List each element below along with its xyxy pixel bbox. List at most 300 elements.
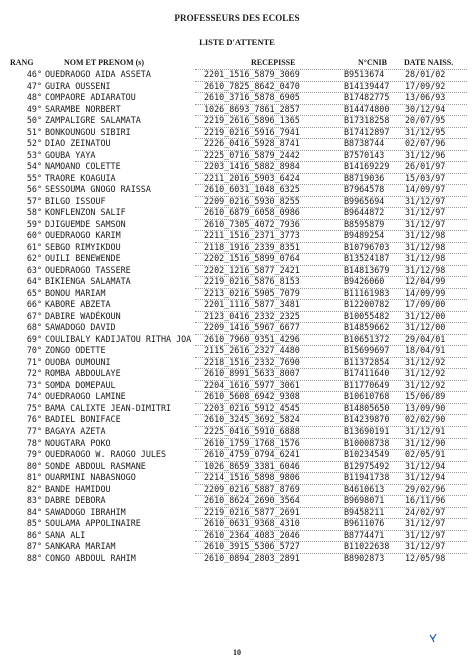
row-separator xyxy=(195,253,467,254)
name-cell: SESSOUMA GNOGO RAISSA xyxy=(45,184,151,195)
row-separator xyxy=(195,161,467,162)
rank-cell: 47° xyxy=(26,80,42,91)
name-cell: BILGO ISSOUF xyxy=(45,195,106,206)
name-cell: COMPAORE ADIARATOU xyxy=(45,92,136,103)
table-row xyxy=(0,334,474,346)
table-row xyxy=(0,81,474,93)
birth-date-cell: 31/12/94 xyxy=(405,460,446,471)
rank-cell: 87° xyxy=(26,541,42,552)
table-row xyxy=(0,553,474,565)
receipt-cell: 2225_0716_5879_2442 xyxy=(204,149,300,160)
name-cell: BONOU MARIAM xyxy=(45,287,106,298)
cnib-cell: B9458211 xyxy=(344,506,385,517)
row-separator xyxy=(195,69,467,70)
birth-date-cell: 31/12/98 xyxy=(405,241,446,252)
rank-cell: 58° xyxy=(26,207,42,218)
birth-date-cell: 26/01/97 xyxy=(405,161,446,172)
table-row xyxy=(0,138,474,150)
table-row xyxy=(0,299,474,311)
receipt-cell: 2204_1616_5977_3061 xyxy=(204,379,300,390)
birth-date-cell: 15/03/97 xyxy=(405,172,446,183)
receipt-cell: 2610_8624_2690_3564 xyxy=(204,495,300,506)
birth-date-cell: 12/04/99 xyxy=(405,276,446,287)
birth-date-cell: 17/09/92 xyxy=(405,80,446,91)
rank-cell: 86° xyxy=(26,529,42,540)
birth-date-cell: 13/09/90 xyxy=(405,402,446,413)
receipt-cell: 2201_1516_5879_3069 xyxy=(204,69,300,79)
birth-date-cell: 31/12/97 xyxy=(405,195,446,206)
table-row xyxy=(0,518,474,530)
receipt-cell: 2211_1516_2371_3773 xyxy=(204,230,300,241)
receipt-cell: 2213_0216_5905_7079 xyxy=(204,287,300,298)
rank-cell: 51° xyxy=(26,126,42,137)
cnib-cell: B9513674 xyxy=(344,69,385,79)
cnib-cell: B10651372 xyxy=(344,333,390,344)
birth-date-cell: 15/06/89 xyxy=(405,391,446,402)
name-cell: COULIBALY KADIJATOU RITHA JOA xyxy=(45,333,192,344)
name-cell: SANA ALI xyxy=(45,529,86,540)
rank-cell: 56° xyxy=(26,184,42,195)
rank-cell: 85° xyxy=(26,518,42,529)
table-row xyxy=(0,127,474,139)
table-row xyxy=(0,322,474,334)
receipt-cell: 2610_7305_4072_7936 xyxy=(204,218,300,229)
birth-date-cell: 31/12/97 xyxy=(405,518,446,529)
cnib-cell: B11161983 xyxy=(344,287,390,298)
row-separator xyxy=(195,334,467,335)
rank-cell: 50° xyxy=(26,115,42,126)
receipt-cell: 2610_0631_9368_4310 xyxy=(204,518,300,529)
name-cell: OUEDRAOGO TASSERE xyxy=(45,264,131,275)
cnib-cell: B13690191 xyxy=(344,425,390,436)
birth-date-cell: 29/04/01 xyxy=(405,333,446,344)
birth-date-cell: 31/12/98 xyxy=(405,264,446,275)
rank-cell: 57° xyxy=(26,195,42,206)
name-cell: DIAO ZEINATOU xyxy=(45,138,111,149)
receipt-cell: 2218_1516_2332_7690 xyxy=(204,356,300,367)
page-number: 10 xyxy=(233,648,241,657)
row-separator xyxy=(195,92,467,93)
name-cell: SOMDA DOMEPAUL xyxy=(45,379,116,390)
receipt-cell: 1026_8693_7861_2857 xyxy=(204,103,300,114)
row-separator xyxy=(195,138,467,139)
birth-date-cell: 31/12/91 xyxy=(405,425,446,436)
receipt-cell: 2209_0216_5930_8255 xyxy=(204,195,300,206)
cnib-cell: B9489254 xyxy=(344,230,385,241)
cnib-cell: B10008738 xyxy=(344,437,390,448)
rank-cell: 60° xyxy=(26,230,42,241)
cnib-cell: B10796703 xyxy=(344,241,390,252)
row-separator xyxy=(195,495,467,496)
receipt-cell: 2219_0216_5877_2691 xyxy=(204,506,300,517)
row-separator xyxy=(195,380,467,381)
receipt-cell: 2610_3915_5306_5727 xyxy=(204,541,300,552)
table-row xyxy=(0,104,474,116)
cnib-cell: B7964578 xyxy=(344,184,385,195)
row-separator xyxy=(195,357,467,358)
name-cell: DABRE DEBORA xyxy=(45,495,106,506)
birth-date-cell: 31/12/00 xyxy=(405,310,446,321)
cnib-cell: B10055482 xyxy=(344,310,390,321)
name-cell: ROMBA ABDOULAYE xyxy=(45,368,121,379)
row-separator xyxy=(195,530,467,531)
table-row xyxy=(0,380,474,392)
row-separator xyxy=(195,104,467,105)
name-cell: OUEDRAOGO LAMINE xyxy=(45,391,126,402)
row-separator xyxy=(195,184,467,185)
name-cell: KONFLENZON SALIF xyxy=(45,207,126,218)
birth-date-cell: 18/04/91 xyxy=(405,345,446,356)
birth-date-cell: 12/05/98 xyxy=(405,552,446,563)
cnib-cell: B17411640 xyxy=(344,368,390,379)
rank-cell: 49° xyxy=(26,103,42,114)
birth-date-cell: 31/12/95 xyxy=(405,126,446,137)
birth-date-cell: 31/12/97 xyxy=(405,218,446,229)
row-separator xyxy=(195,484,467,485)
receipt-cell: 2610_6031_1048_6325 xyxy=(204,184,300,195)
table-row xyxy=(0,461,474,473)
cnib-cell: B14859662 xyxy=(344,322,390,333)
cnib-cell: B9965694 xyxy=(344,195,385,206)
name-cell: GOUBA YAYA xyxy=(45,149,96,160)
table-row xyxy=(0,276,474,288)
receipt-cell: 2203_0216_5912_4545 xyxy=(204,402,300,413)
table-row xyxy=(0,92,474,104)
receipt-cell: 2202_1516_5899_0764 xyxy=(204,253,300,264)
row-separator xyxy=(195,426,467,427)
name-cell: ZONGO ODETTE xyxy=(45,345,106,356)
receipt-cell: 2214_1516_5898_9806 xyxy=(204,472,300,483)
name-cell: NOUGTARA POKO xyxy=(45,437,111,448)
receipt-cell: 2118_1916_2339_8351 xyxy=(204,241,300,252)
row-separator xyxy=(195,207,467,208)
birth-date-cell: 20/07/95 xyxy=(405,115,446,126)
column-header-receipt: RECEPISSE xyxy=(251,58,296,67)
table-row xyxy=(0,69,474,81)
rank-cell: 82° xyxy=(26,483,42,494)
table-row xyxy=(0,219,474,231)
table-row xyxy=(0,115,474,127)
table-row xyxy=(0,150,474,162)
rank-cell: 74° xyxy=(26,391,42,402)
document-title: PROFESSEURS DES ECOLES xyxy=(174,13,300,23)
birth-date-cell: 31/12/94 xyxy=(405,472,446,483)
name-cell: BAMA CALIXTE JEAN-DIMITRI xyxy=(45,402,172,413)
receipt-cell: 2610_8991_5633_8007 xyxy=(204,368,300,379)
row-separator xyxy=(195,288,467,289)
name-cell: KABORE ABZETA xyxy=(45,299,111,310)
table-row xyxy=(0,311,474,323)
row-separator xyxy=(195,391,467,392)
cnib-cell: B14805650 xyxy=(344,402,390,413)
rank-cell: 83° xyxy=(26,495,42,506)
receipt-cell: 2610_2364_4083_2046 xyxy=(204,529,300,540)
receipt-cell: 2201_1116_5877_3481 xyxy=(204,299,300,310)
birth-date-cell: 02/02/90 xyxy=(405,414,446,425)
row-separator xyxy=(195,265,467,266)
birth-date-cell: 14/09/99 xyxy=(405,287,446,298)
row-separator xyxy=(195,414,467,415)
waiting-list-table xyxy=(0,69,474,564)
row-separator xyxy=(195,472,467,473)
rank-cell: 76° xyxy=(26,414,42,425)
cnib-cell: B14239870 xyxy=(344,414,390,425)
handwritten-tick-mark xyxy=(428,633,438,643)
table-row xyxy=(0,391,474,403)
receipt-cell: 2610_1759_1768_1576 xyxy=(204,437,300,448)
receipt-cell: 2226_0416_5928_8741 xyxy=(204,138,300,149)
rank-cell: 65° xyxy=(26,287,42,298)
name-cell: OUILI BENEWENDE xyxy=(45,253,121,264)
table-row xyxy=(0,541,474,553)
row-separator xyxy=(195,518,467,519)
name-cell: OUARMINI NABASNOGO xyxy=(45,472,136,483)
name-cell: TRAORE KOAGUIA xyxy=(45,172,116,183)
name-cell: SOULAMA APPOLINAIRE xyxy=(45,518,141,529)
row-separator xyxy=(195,276,467,277)
table-row xyxy=(0,196,474,208)
rank-cell: 55° xyxy=(26,172,42,183)
receipt-cell: 2610_3716_5878_6905 xyxy=(204,92,300,103)
row-separator xyxy=(195,461,467,462)
rank-cell: 88° xyxy=(26,552,42,563)
table-row xyxy=(0,530,474,542)
table-row xyxy=(0,253,474,265)
column-header-rank: RANG xyxy=(10,58,34,67)
birth-date-cell: 31/12/00 xyxy=(405,322,446,333)
table-row xyxy=(0,368,474,380)
row-separator xyxy=(195,541,467,542)
birth-date-cell: 29/02/96 xyxy=(405,483,446,494)
cnib-cell: B4610613 xyxy=(344,483,385,494)
receipt-cell: 2219_0216_5876_8153 xyxy=(204,276,300,287)
birth-date-cell: 31/12/98 xyxy=(405,230,446,241)
rank-cell: 63° xyxy=(26,264,42,275)
name-cell: BONKOUNGOU SIBIRI xyxy=(45,126,131,137)
name-cell: SEBGO RIMYIKDOU xyxy=(45,241,121,252)
rank-cell: 59° xyxy=(26,218,42,229)
table-row xyxy=(0,426,474,438)
name-cell: BANDE HAMIDOU xyxy=(45,483,111,494)
cnib-cell: B12975492 xyxy=(344,460,390,471)
table-row xyxy=(0,472,474,484)
cnib-cell: B14813679 xyxy=(344,264,390,275)
birth-date-cell: 24/02/97 xyxy=(405,506,446,517)
birth-date-cell: 31/12/97 xyxy=(405,207,446,218)
table-row xyxy=(0,495,474,507)
cnib-cell: B7570143 xyxy=(344,149,385,160)
rank-cell: 80° xyxy=(26,460,42,471)
cnib-cell: B11941738 xyxy=(344,472,390,483)
cnib-cell: B17482775 xyxy=(344,92,390,103)
receipt-cell: 2211_2016_5903_6424 xyxy=(204,172,300,183)
column-header-birth-date: DATE NAISS. xyxy=(404,58,454,67)
birth-date-cell: 14/09/97 xyxy=(405,184,446,195)
birth-date-cell: 31/12/97 xyxy=(405,541,446,552)
cnib-cell: B8595879 xyxy=(344,218,385,229)
list-subtitle: LISTE D'ATTENTE xyxy=(199,37,275,47)
cnib-cell: B8902873 xyxy=(344,552,385,563)
row-separator xyxy=(195,553,467,554)
name-cell: SAWADOGO DAVID xyxy=(45,322,116,333)
rank-cell: 72° xyxy=(26,368,42,379)
cnib-cell: B10234549 xyxy=(344,449,390,460)
cnib-cell: B13524187 xyxy=(344,253,390,264)
name-cell: CONGO ABDOUL RAHIM xyxy=(45,552,136,563)
row-separator xyxy=(195,115,467,116)
rank-cell: 75° xyxy=(26,402,42,413)
rank-cell: 71° xyxy=(26,356,42,367)
rank-cell: 54° xyxy=(26,161,42,172)
receipt-cell: 2225_0416_5910_6888 xyxy=(204,425,300,436)
row-separator xyxy=(195,345,467,346)
table-row xyxy=(0,207,474,219)
cnib-cell: B15699697 xyxy=(344,345,390,356)
receipt-cell: 2209_1416_5967_6677 xyxy=(204,322,300,333)
name-cell: DABIRE WADÉKOUN xyxy=(45,310,121,321)
birth-date-cell: 31/12/92 xyxy=(405,368,446,379)
table-row xyxy=(0,288,474,300)
receipt-cell: 2610_4759_0794_6241 xyxy=(204,449,300,460)
receipt-cell: 2219_0216_5916_7941 xyxy=(204,126,300,137)
cnib-cell: B8719036 xyxy=(344,172,385,183)
table-row xyxy=(0,242,474,254)
name-cell: BAGAYA AZETA xyxy=(45,425,106,436)
rank-cell: 79° xyxy=(26,449,42,460)
rank-cell: 73° xyxy=(26,379,42,390)
row-separator xyxy=(195,219,467,220)
column-header-name: NOM ET PRENOM (s) xyxy=(64,58,145,67)
rank-cell: 70° xyxy=(26,345,42,356)
name-cell: BIKIENGA SALAMATA xyxy=(45,276,131,287)
birth-date-cell: 17/09/00 xyxy=(405,299,446,310)
cnib-cell: B12200782 xyxy=(344,299,390,310)
receipt-cell: 2610_0894_2803_2891 xyxy=(204,552,300,563)
row-separator xyxy=(195,368,467,369)
receipt-cell: 2610_7960_9351_4296 xyxy=(204,333,300,344)
rank-cell: 77° xyxy=(26,425,42,436)
table-row xyxy=(0,507,474,519)
birth-date-cell: 16/11/96 xyxy=(405,495,446,506)
row-separator xyxy=(195,196,467,197)
birth-date-cell: 02/05/91 xyxy=(405,449,446,460)
birth-date-cell: 13/06/93 xyxy=(405,92,446,103)
cnib-cell: B11770649 xyxy=(344,379,390,390)
rank-cell: 64° xyxy=(26,276,42,287)
birth-date-cell: 28/01/02 xyxy=(405,69,446,79)
receipt-cell: 2219_2616_5896_1365 xyxy=(204,115,300,126)
receipt-cell: 2610_7825_8642_0470 xyxy=(204,80,300,91)
row-separator xyxy=(195,449,467,450)
rank-cell: 46° xyxy=(26,69,42,79)
rank-cell: 48° xyxy=(26,92,42,103)
rank-cell: 68° xyxy=(26,322,42,333)
table-row xyxy=(0,414,474,426)
row-separator xyxy=(195,150,467,151)
row-separator xyxy=(195,299,467,300)
name-cell: OUOBA OUMOUNI xyxy=(45,356,111,367)
table-row xyxy=(0,184,474,196)
receipt-cell: 2203_1416_5882_8984 xyxy=(204,161,300,172)
column-header-cnib: N°CNIB xyxy=(358,58,387,67)
table-row xyxy=(0,357,474,369)
table-row xyxy=(0,230,474,242)
cnib-cell: B14474800 xyxy=(344,103,390,114)
row-separator xyxy=(195,507,467,508)
rank-cell: 69° xyxy=(26,333,42,344)
birth-date-cell: 02/07/96 xyxy=(405,138,446,149)
cnib-cell: B17412897 xyxy=(344,126,390,137)
cnib-cell: B14139447 xyxy=(344,80,390,91)
cnib-cell: B9426060 xyxy=(344,276,385,287)
rank-cell: 78° xyxy=(26,437,42,448)
cnib-cell: B8774471 xyxy=(344,529,385,540)
cnib-cell: B8738744 xyxy=(344,138,385,149)
row-separator xyxy=(195,311,467,312)
birth-date-cell: 31/12/90 xyxy=(405,437,446,448)
name-cell: ZAMPALIGRE SALAMATA xyxy=(45,115,141,126)
row-separator xyxy=(195,403,467,404)
name-cell: DJIGUEMDE SAMSON xyxy=(45,218,126,229)
birth-date-cell: 31/12/97 xyxy=(405,529,446,540)
table-row xyxy=(0,345,474,357)
rank-cell: 67° xyxy=(26,310,42,321)
name-cell: OUEDRAOGO AIDA ASSETA xyxy=(45,69,151,79)
cnib-cell: B10610768 xyxy=(344,391,390,402)
row-separator xyxy=(195,81,467,82)
receipt-cell: 2123_0416_2332_2325 xyxy=(204,310,300,321)
receipt-cell: 2610_6879_6058_0986 xyxy=(204,207,300,218)
rank-cell: 84° xyxy=(26,506,42,517)
name-cell: SAWADOGO IBRAHIM xyxy=(45,506,126,517)
birth-date-cell: 31/12/96 xyxy=(405,149,446,160)
rank-cell: 61° xyxy=(26,241,42,252)
birth-date-cell: 31/12/98 xyxy=(405,253,446,264)
rank-cell: 52° xyxy=(26,138,42,149)
row-separator xyxy=(195,127,467,128)
cnib-cell: B14169229 xyxy=(344,161,390,172)
row-separator xyxy=(195,230,467,231)
receipt-cell: 2202_1216_5877_2421 xyxy=(204,264,300,275)
cnib-cell: B9611076 xyxy=(344,518,385,529)
table-row xyxy=(0,265,474,277)
receipt-cell: 2115_2616_2327_4480 xyxy=(204,345,300,356)
name-cell: GUIRA OUSSENI xyxy=(45,80,111,91)
name-cell: SANKARA MARIAM xyxy=(45,541,116,552)
rank-cell: 53° xyxy=(26,149,42,160)
table-row xyxy=(0,161,474,173)
cnib-cell: B9698071 xyxy=(344,495,385,506)
name-cell: BADIEL BONIFACE xyxy=(45,414,121,425)
rank-cell: 81° xyxy=(26,472,42,483)
name-cell: NAMOANO COLETTE xyxy=(45,161,121,172)
table-row xyxy=(0,173,474,185)
table-row xyxy=(0,403,474,415)
birth-date-cell: 30/12/94 xyxy=(405,103,446,114)
cnib-cell: B11372854 xyxy=(344,356,390,367)
table-row xyxy=(0,438,474,450)
birth-date-cell: 31/12/92 xyxy=(405,356,446,367)
table-row xyxy=(0,449,474,461)
row-separator xyxy=(195,438,467,439)
receipt-cell: 2610_5608_6942_9308 xyxy=(204,391,300,402)
row-separator xyxy=(195,173,467,174)
name-cell: OUEDRAOGO W. RAOGO JULES xyxy=(45,449,167,460)
birth-date-cell: 31/12/92 xyxy=(405,379,446,390)
name-cell: SARAMBE NORBERT xyxy=(45,103,121,114)
row-separator xyxy=(195,242,467,243)
cnib-cell: B17318258 xyxy=(344,115,390,126)
